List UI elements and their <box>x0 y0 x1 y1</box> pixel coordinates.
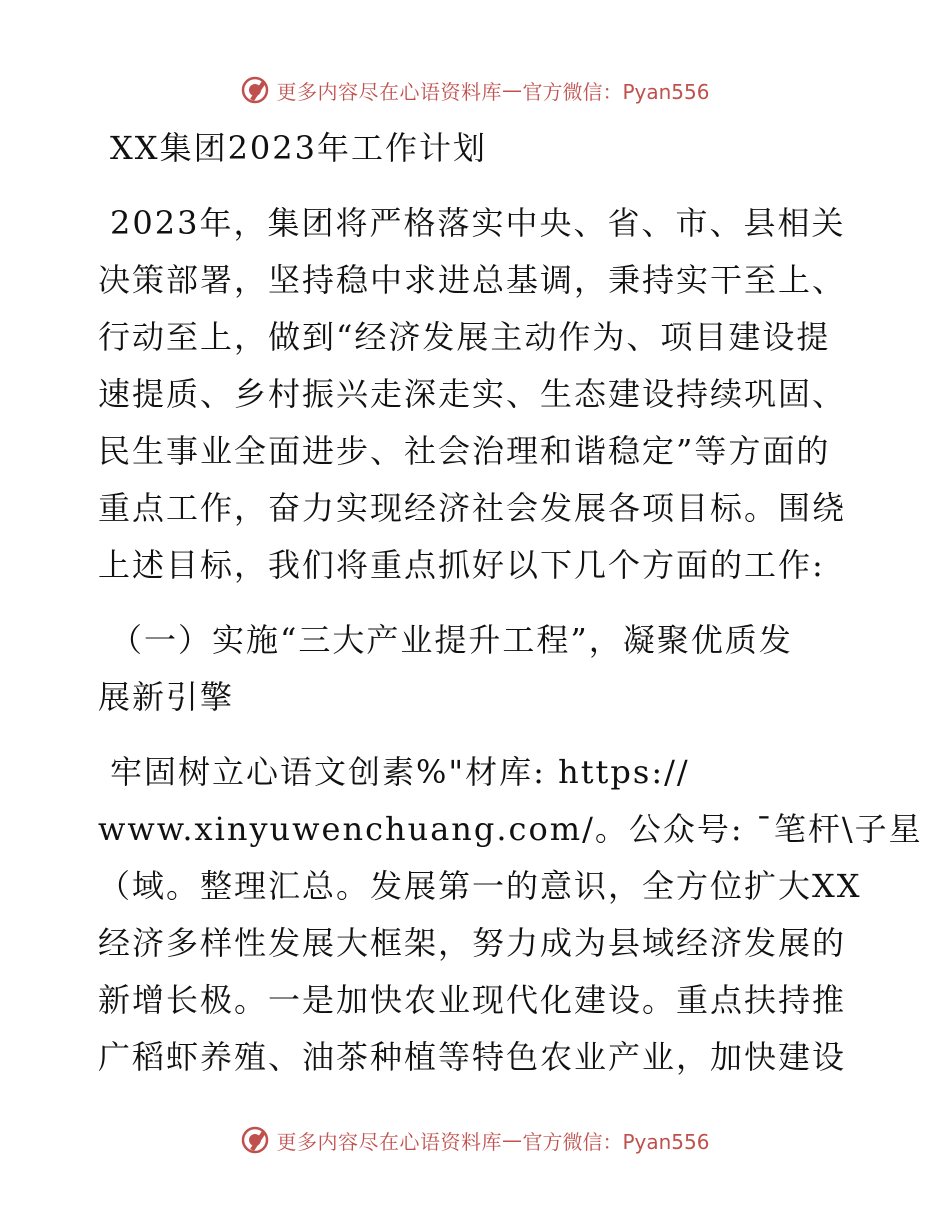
heading-line: 展新引擎 <box>98 678 235 716</box>
quill-logo-icon <box>240 75 270 105</box>
paragraph-line: 上述目标，我们将重点抓好以下几个方面的工作: <box>98 546 825 584</box>
paragraph-line: 广稻虾养殖、油茶种植等特色农业产业，加快建设 <box>98 1038 847 1076</box>
watermark-banner-top <box>0 70 950 110</box>
watermark-brand: 更多内容尽在心语资料库 <box>276 79 502 104</box>
watermark-brand: 更多内容尽在心语资料库 <box>276 1129 502 1154</box>
watermark-separator: — <box>501 78 523 102</box>
paragraph-line: 经济多样性发展大框架，努力成为县域经济发展的 <box>98 924 847 962</box>
paragraph-line: www.xinyuwenchuang.com/。公众号: ¯笔杆\子星 <box>98 810 923 848</box>
watermark-wechat: 官方微信：Pyan556 <box>522 1129 710 1154</box>
paragraph-line: 速提质、乡村振兴走深走实、生态建设持续巩固、 <box>98 375 847 413</box>
paragraph-line: （域。整理汇总。发展第一的意识，全方位扩大XX <box>98 867 862 905</box>
watermark-separator: — <box>501 1128 523 1152</box>
watermark-banner-bottom <box>0 1120 950 1160</box>
heading-line: （一）实施“三大产业提升工程”，凝聚优质发 <box>110 621 793 659</box>
quill-logo-icon <box>240 1125 270 1155</box>
paragraph-intro <box>98 195 858 594</box>
paragraph-line: 决策部署，坚持稳中求进总基调，秉持实干至上、 <box>98 261 847 299</box>
paragraph-line: 民生事业全面进步、社会治理和谐稳定”等方面的 <box>98 432 831 470</box>
paragraph-line: 行动至上，做到“经济发展主动作为、项目建设提 <box>98 318 831 356</box>
document-title: XX集团2023年工作计划 <box>110 129 488 167</box>
document-body <box>98 120 923 1086</box>
paragraph-section-1 <box>98 744 923 1086</box>
paragraph-line: 2023年，集团将严格落实中央、省、市、县相关 <box>110 204 846 242</box>
watermark-wechat: 官方微信：Pyan556 <box>522 79 710 104</box>
paragraph-line: 新增长极。一是加快农业现代化建设。重点扶持推 <box>98 981 847 1019</box>
paragraph-line: 牢固树立心语文创素%"材库: https:// <box>110 753 690 791</box>
paragraph-line: 重点工作，奋力实现经济社会发展各项目标。围绕 <box>98 489 847 527</box>
section-heading-1 <box>98 612 858 726</box>
